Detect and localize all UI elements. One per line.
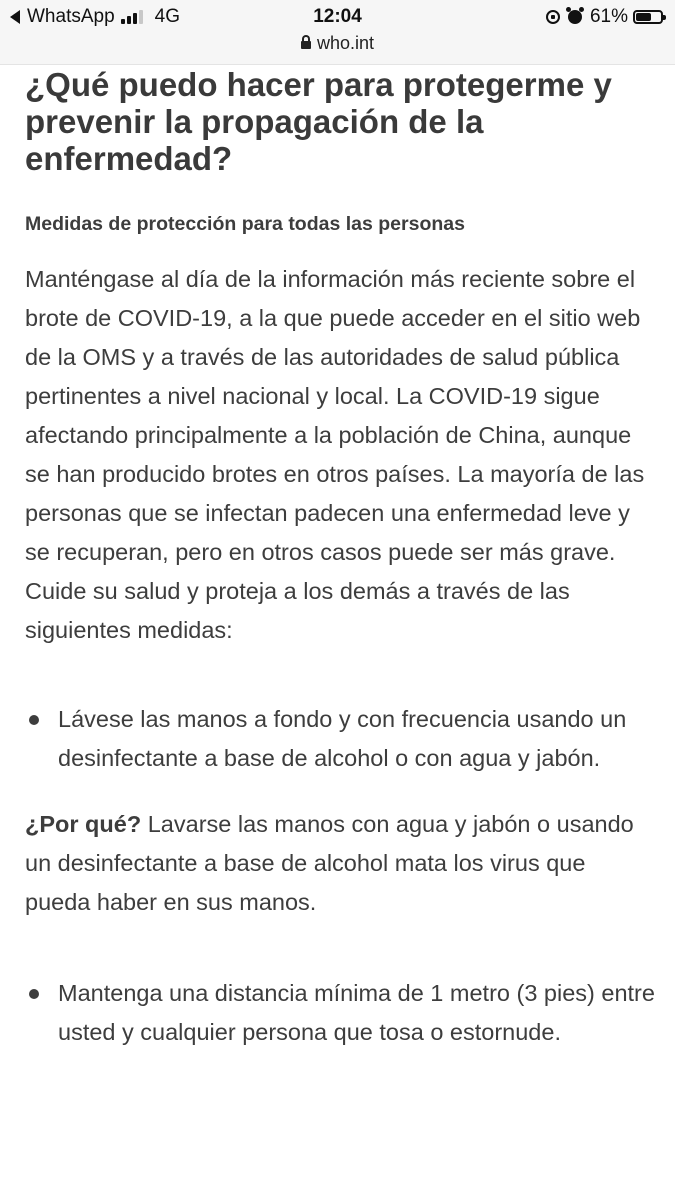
bullet-dot-icon bbox=[29, 989, 39, 999]
measures-list bbox=[25, 974, 655, 1052]
list-item bbox=[25, 700, 655, 778]
url-bar[interactable] bbox=[0, 33, 675, 54]
bullet-dot-icon bbox=[29, 715, 39, 725]
bullet-text: Lávese las manos a fondo y con frecuencia usando un desinfectante a base de alcohol o con agua y jabón. bbox=[58, 706, 627, 771]
rotation-lock-icon bbox=[546, 10, 560, 24]
why-text: Lavarse las manos con agua y jabón o usando un desinfectante a base de alcohol mata los virus que pueda haber en sus manos. bbox=[25, 811, 634, 915]
measures-list bbox=[25, 700, 655, 778]
clock: 12:04 bbox=[313, 6, 362, 27]
network-type: 4G bbox=[154, 6, 181, 27]
section-subtitle: Medidas de protección para todas las personas bbox=[25, 213, 465, 235]
status-bar bbox=[0, 0, 675, 65]
bullet-text: Mantenga una distancia mínima de 1 metro (3 pies) entre usted y cualquier persona que tosa o estornude. bbox=[58, 980, 655, 1045]
alarm-icon bbox=[568, 10, 582, 24]
article-content bbox=[25, 66, 655, 1052]
battery-icon bbox=[633, 10, 663, 24]
battery-fill bbox=[636, 13, 651, 21]
page-title: ¿Qué puedo hacer para protegerme y prevenir la propagación de la enfermedad? bbox=[25, 66, 612, 177]
status-icons bbox=[546, 6, 663, 28]
url-text[interactable]: who.int bbox=[316, 33, 375, 53]
why-paragraph bbox=[25, 805, 655, 922]
battery-percent: 61% bbox=[589, 6, 628, 27]
lock-icon bbox=[301, 41, 311, 49]
back-app-label[interactable]: WhatsApp bbox=[27, 6, 115, 27]
list-item bbox=[25, 974, 655, 1052]
why-label: ¿Por qué? bbox=[25, 811, 142, 837]
intro-paragraph: Manténgase al día de la información más reciente sobre el brote de COVID-19, a la que puede acceder en el sitio web de la OMS y a través de las autoridades de salud pública pertinentes a nivel nacional y local. La COVID-19 sigue afectando principalmente a la población de China, aunque se han producido brotes en otros países. La mayoría de las personas que se infectan padecen una enfermedad leve y se recuperan, pero en otros casos puede ser más grave. Cuide su salud y proteja a los demás a través de las siguientes medidas: bbox=[25, 266, 645, 643]
